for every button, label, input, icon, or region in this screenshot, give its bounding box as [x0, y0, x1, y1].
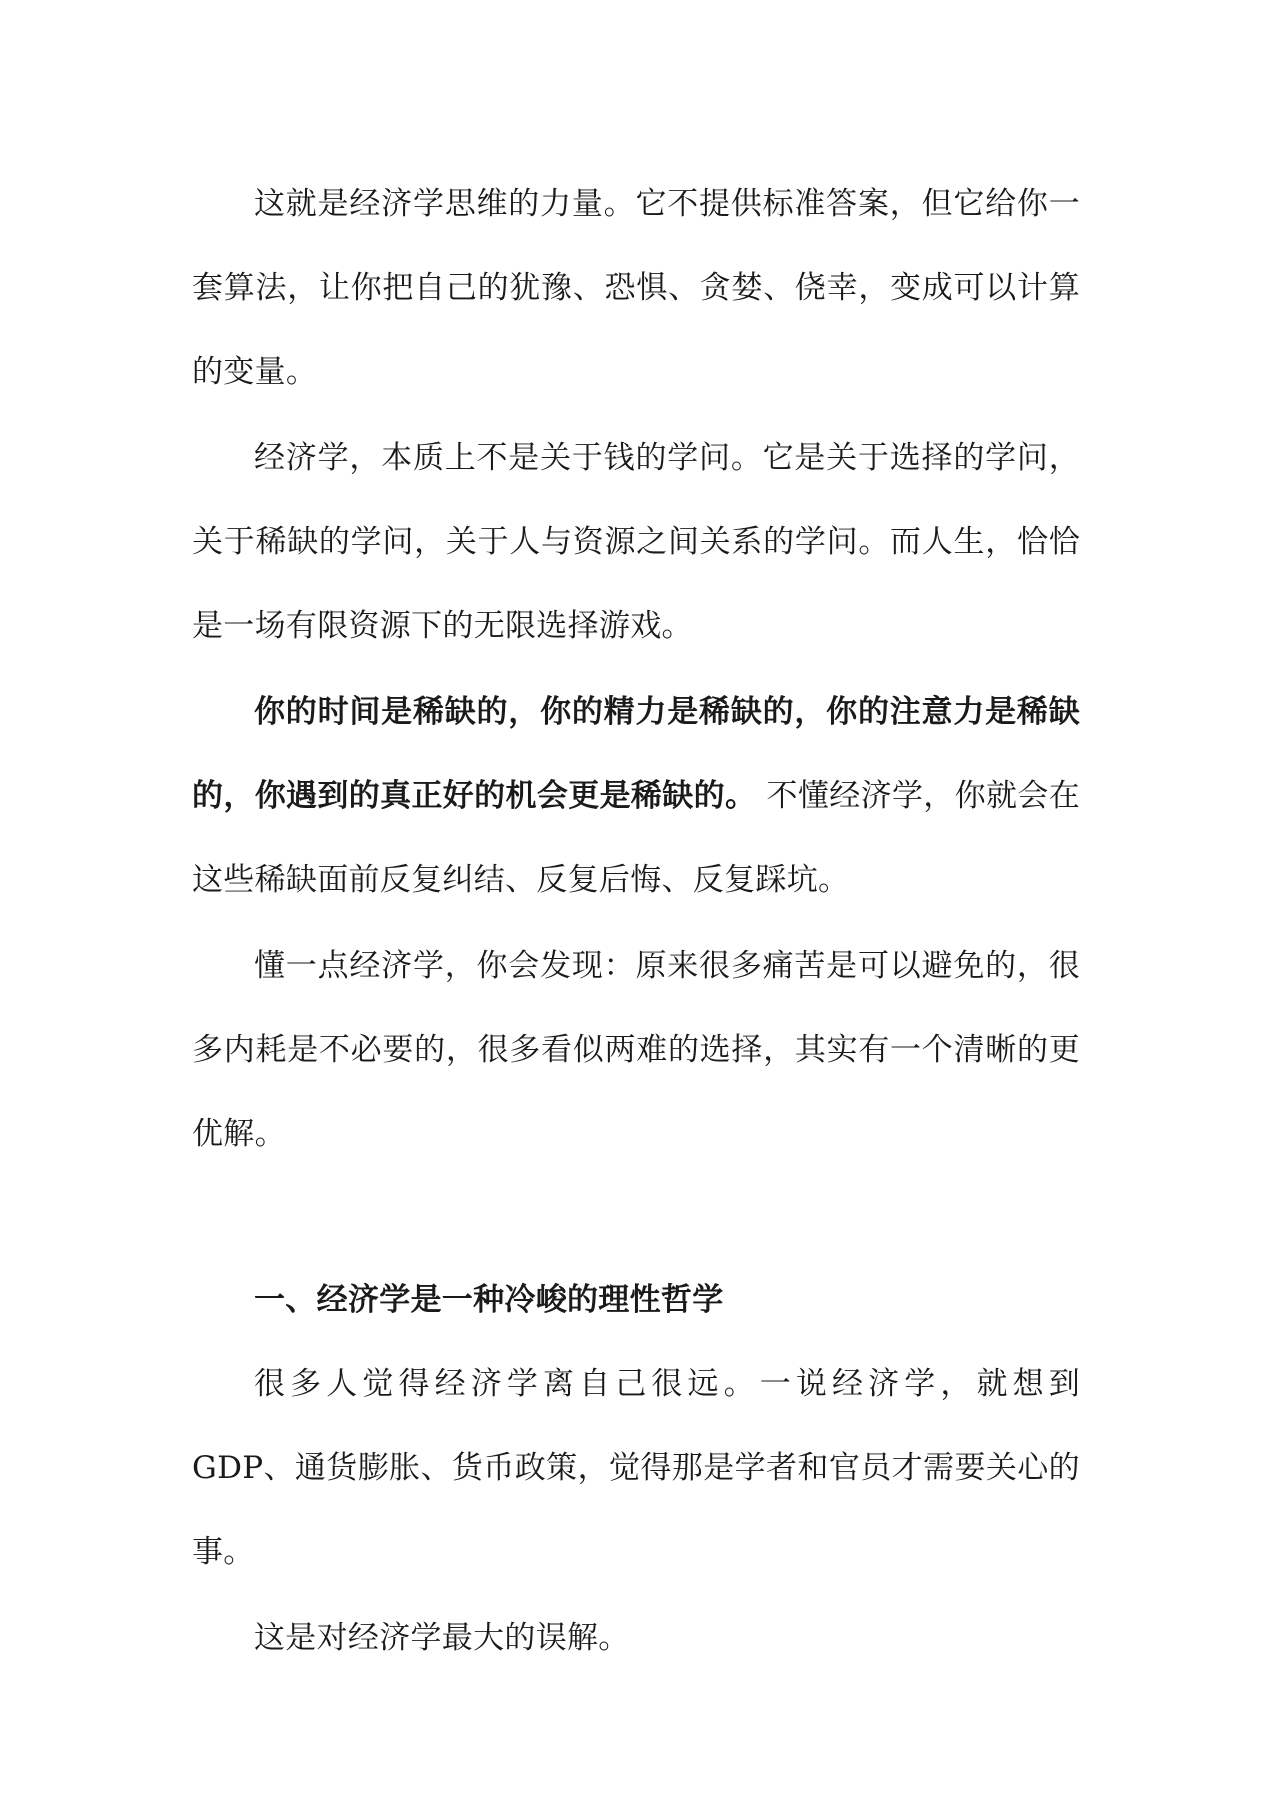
paragraph-biggest-misunderstanding: 这是对经济学最大的误解。: [254, 1620, 630, 1656]
paragraph-economics-seems-far: 很多人觉得经济学离自己很远。一说经济学，就想到 GDP、通货膨胀、货币政策，觉得那是学者和官员才需要关心的事。: [192, 1366, 1080, 1570]
paragraph-scarcity-bold: 你的时间是稀缺的，你的精力是稀缺的，你的注意力是稀缺的，你遇到的真正好的机会更是稀缺的。: [192, 694, 1080, 814]
paragraph-scarcity: [192, 670, 1080, 922]
paragraph-scarcity-rest: 不懂经济学，你就会在这些稀缺面前反复纠结、反复后悔、反复踩坑。: [192, 778, 1080, 898]
document-body: [192, 162, 1080, 1682]
section-spacer: [192, 1178, 1080, 1258]
paragraph-understanding-economics: 懂一点经济学，你会发现：原来很多痛苦是可以避免的，很多内耗是不必要的，很多看似两难的选择，其实有一个清晰的更优解。: [192, 948, 1080, 1152]
section-heading: 一、经济学是一种冷峻的理性哲学: [254, 1282, 724, 1318]
paragraph-economics-about-choice: 经济学，本质上不是关于钱的学问。它是关于选择的学问，关于稀缺的学问，关于人与资源之间关系的学问。而人生，恰恰是一场有限资源下的无限选择游戏。: [192, 440, 1080, 644]
paragraph-economic-thinking-power: 这就是经济学思维的力量。它不提供标准答案，但它给你一套算法，让你把自己的犹豫、恐惧、贪婪、侥幸，变成可以计算的变量。: [192, 186, 1080, 390]
